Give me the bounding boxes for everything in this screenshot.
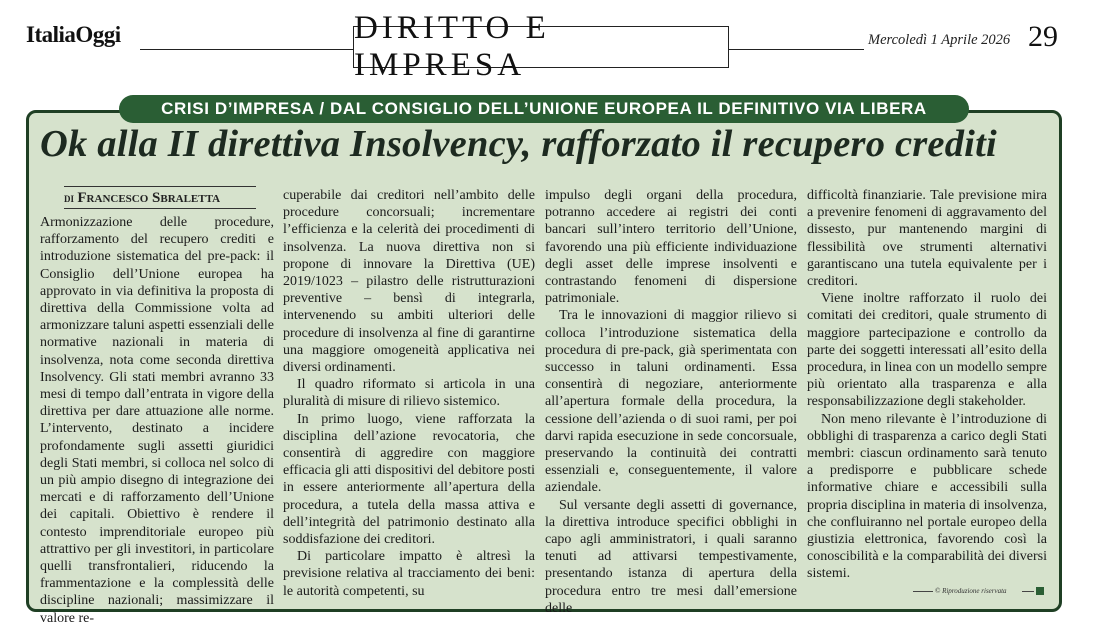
article-column-4 — [807, 187, 1047, 583]
kicker-text: CRISI D’IMPRESA / DAL CONSIGLIO DELL’UNIONE EUROPEA IL DEFINITIVO VIA LIBERA — [161, 99, 927, 118]
copyright-note: © Riproduzione riservata — [935, 587, 1007, 595]
article-column-3 — [545, 187, 797, 617]
article-title: Ok alla II direttiva Insolvency, rafforzato il recupero crediti — [40, 123, 997, 165]
paragraph: Di particolare impatto è altresì la previsione relativa al tracciamento dei beni: le autorità competenti, su — [283, 549, 535, 599]
header-rule-right — [729, 49, 864, 50]
paragraph: Viene inoltre rafforzato il ruolo dei comitati dei creditori, quale strumento di maggiore partecipazione e controllo da parte dei soggetti interessati all’esito della procedura, in linea con un modello sempre più orientato alla trasparenza e alla responsabilizzazione degli stakeholder. — [807, 291, 1047, 410]
end-mark-icon — [1036, 587, 1044, 595]
byline-author: Francesco Sbraletta — [77, 190, 221, 206]
footnote-rule-right — [1022, 591, 1034, 592]
footnote-rule-left — [913, 591, 933, 592]
issue-date: Mercoledì 1 Aprile 2026 — [868, 32, 1011, 48]
paragraph: Armonizzazione delle procedure, rafforzamento del recupero crediti e introduzione sistematica del pre-pack: il Consiglio dell’Unione europea ha approvato in via definitiva la proposta di direttiva della Commissione volta ad armonizzare taluni aspetti essenziali delle normative nazionali in materia di insolvenza, nota come seconda direttiva Insolvency. Gli stati membri avranno 33 mesi di tempo dall’entrata in vigore della direttiva per dare attuazione alle norme. L’intervento, destinato a incidere profondamente sugli assetti giuridici degli Stati membri, si colloca nel solco di un più ampio disegno di integrazione dei mercati e di rafforzamento dell’Unione dei capitali. Obiettivo è rendere il contesto imprenditoriale europeo più attrattivo per gli investitori, in particolare quelli transfrontalieri, riducendo la frammentazione e la complessità delle discipline nazionali; massimizzare il valore re- — [40, 215, 274, 626]
byline-rule-top — [64, 186, 256, 187]
paragraph: Il quadro riformato si articola in una pluralità di misure di rilievo sistemico. — [283, 377, 535, 410]
page-number: 29 — [1028, 20, 1058, 53]
header-rule-left — [140, 49, 353, 50]
paragraph: cuperabile dai creditori nell’ambito delle procedure concorsuali; incrementare l’efficienza e la celerità dei procedimenti di insolvenza. La nuova direttiva non si propone di innovare la Direttiva (UE) 2019/1023 – pilastro delle ristrutturazioni preventive – bensì di integrarla, intervenendo su ambiti ulteriori delle procedure di insolvenza al fine di garantirne una maggiore omogeneità applicativa nei diversi ordinamenti. — [283, 188, 535, 376]
paragraph: Non meno rilevante è l’introduzione di obblighi di trasparenza a carico degli Stati membri: ciascun ordinamento sarà tenuto a predisporre e pubblicare schede informative chiare e accessibili sulla propria disciplina in materia di insolvenza, che confluiranno nel portale europeo della giustizia elettronica, favorendo così la conoscibilità e la comparabilità dei diversi sistemi. — [807, 411, 1047, 582]
paragraph: Sul versante degli assetti di governance, la direttiva introduce specifici obblighi in capo agli amministratori, i quali saranno tenuti ad attivarsi tempestivamente, presentando istanza di apertura della procedura entro tre mesi dall’emersione delle — [545, 497, 797, 616]
section-title: DIRITTO E IMPRESA — [354, 10, 550, 83]
article-column-1 — [40, 214, 274, 627]
paragraph: Tra le innovazioni di maggior rilievo si colloca l’introduzione sistematica della procedura di pre-pack, già sperimentata con successo in taluni ordinamenti. Essa consentirà di negoziare, anteriormente all’apertura formale della procedura, la cessione dell’azienda o di suoi rami, per poi darvi rapida esecuzione in sede concorsuale, preservando la continuità dei contratti essenziali e, conseguentemente, il valore aziendale. — [545, 308, 797, 496]
paragraph: difficoltà finanziarie. Tale previsione mira a prevenire fenomeni di aggravamento del dissesto, pur mantenendo margini di flessibilità ove strumenti alternativi garantiscano una tutela equivalente per i creditori. — [807, 188, 1047, 290]
section-title-box — [353, 10, 729, 83]
byline — [64, 190, 220, 207]
paragraph: impulso degli organi della procedura, potranno accedere ai registri dei conti bancari sull’intero territorio dell’Unione, favorendo una più efficiente individuazione degli asset delle imprese insolventi e contrastando fenomeni di dispersione patrimoniale. — [545, 188, 797, 307]
kicker-banner — [119, 95, 969, 123]
byline-rule-bottom — [64, 208, 256, 209]
paragraph: In primo luogo, viene rafforzata la disciplina dell’azione revocatoria, che consentirà di aggredire con maggiore efficacia gli atti dispositivi del debitore posti in essere anteriormente all’apertura della procedura, a tutela della massa attiva e dell’integrità del patrimonio destinato alla soddisfazione dei creditori. — [283, 411, 535, 548]
masthead-logo: ItaliaOggi — [26, 22, 121, 47]
article-column-2 — [283, 187, 535, 600]
byline-prefix: di — [64, 190, 75, 205]
